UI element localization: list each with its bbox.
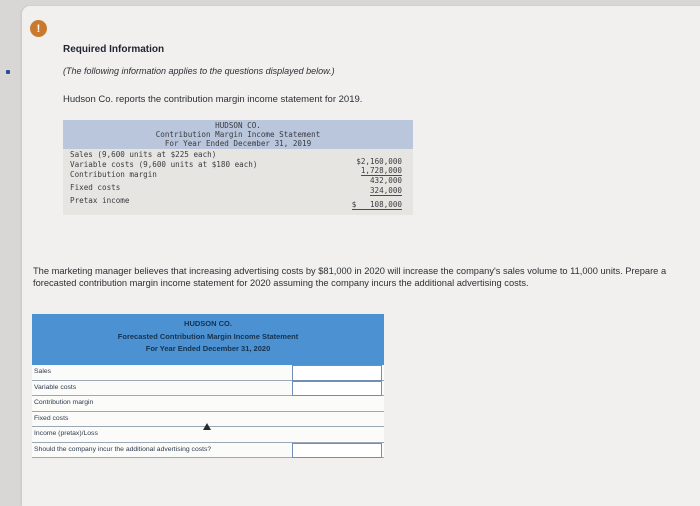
forecast-title: Forecasted Contribution Margin Income Statement	[117, 331, 299, 341]
forecast-row-decision	[32, 443, 384, 459]
forecast-row-label: Variable costs	[34, 383, 77, 391]
statement-2019	[63, 120, 413, 215]
variable-costs-input[interactable]	[292, 381, 382, 397]
info-note: (The following information applies to the questions displayed below.)	[63, 66, 335, 76]
statement-2019-header	[63, 120, 413, 149]
forecast-form	[32, 314, 384, 454]
sales-input[interactable]	[292, 365, 382, 381]
forecast-row-label: Income (pretax)/Loss	[34, 430, 98, 437]
forecast-header	[32, 314, 384, 365]
decision-input[interactable]	[292, 443, 382, 459]
alert-icon: !	[30, 20, 47, 37]
nav-marker	[6, 70, 10, 74]
statement-2019-row-label: Variable costs (9,600 units at $180 each)	[70, 160, 258, 169]
statement-2019-row-value: 324,000	[369, 186, 402, 195]
statement-2019-row-value: $2,160,000	[356, 157, 402, 166]
statement-2019-row-value: 432,000	[369, 176, 402, 185]
forecast-row-variable-costs	[32, 381, 384, 397]
task-text: The marketing manager believes that increasing advertising costs by $81,000 in 2020 will increase the company's sales volume to 11,000 units. Prepare a forecasted contribution margin income statement for 2020 assuming the company incurs the additional advertising costs.	[33, 266, 667, 288]
forecast-row-label: Contribution margin	[34, 399, 94, 406]
statement-2019-row-label: Contribution margin	[70, 170, 157, 179]
forecast-rows	[32, 365, 384, 458]
forecast-row-contribution-margin	[32, 396, 384, 412]
statement-2019-row-label: Fixed costs	[70, 183, 121, 192]
forecast-row-label: Sales	[34, 368, 52, 375]
statement-2019-title: Contribution Margin Income Statement	[155, 130, 321, 139]
forecast-company: HUDSON CO.	[184, 319, 232, 328]
statement-2019-row-label: Sales (9,600 units at $225 each)	[70, 150, 217, 159]
statement-2019-period: For Year Ended December 31, 2019	[164, 139, 312, 148]
forecast-row-label: Should the company incur the additional advertising costs?	[34, 445, 212, 453]
statement-2019-company: HUDSON CO.	[215, 121, 261, 130]
forecast-row-sales	[32, 365, 384, 381]
statement-2019-row-value: $ 108,000	[351, 200, 402, 209]
required-info-title: Required Information	[63, 44, 165, 55]
statement-2019-row-label: Pretax income	[70, 196, 130, 205]
statement-2019-row-value: 1,728,000	[360, 166, 402, 175]
intro-text: Hudson Co. reports the contribution margin income statement for 2019.	[63, 94, 363, 105]
forecast-row-label: Fixed costs	[34, 414, 69, 422]
mouse-cursor-icon	[203, 423, 211, 430]
forecast-period: For Year Ended December 31, 2020	[145, 344, 271, 353]
